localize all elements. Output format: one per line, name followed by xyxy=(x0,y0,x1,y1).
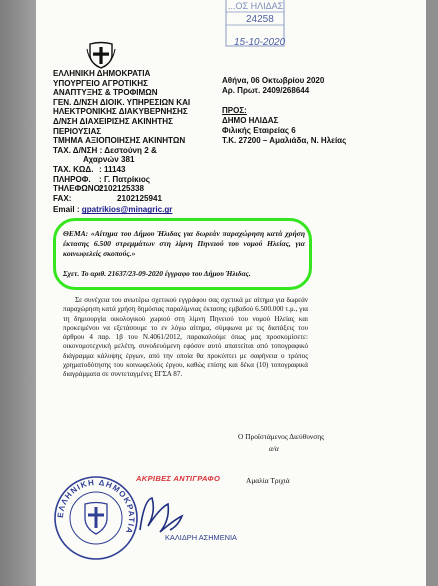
certifier-name: ΚΑΛΙΔΡΗ ΑΣΗΜΕΝΙΑ xyxy=(165,533,237,542)
registry-number: 24258 xyxy=(246,14,274,25)
header-line: Αχαρνών 381 xyxy=(83,155,135,165)
contact-value: 2102125941 xyxy=(117,193,163,203)
greek-emblem-icon xyxy=(86,41,116,69)
scan-edge xyxy=(0,0,36,586)
document-date: Αθήνα, 06 Οκτωβρίου 2020 xyxy=(222,76,325,85)
body-paragraph: Σε συνέχεια του ανωτέρω σχετικού εγγράφου σας σχετικά με αίτημα για δωρεάν παραχώρηση κατά χρήση δημόσιας παραλίμνιας έκτασης εμβαδού 6.500.000 τ.μ., για τη δημιουργία οικολογικού χωριού στη λίμνη Πηνειού του νομού Ηλείας και προκειμένου να εξετάσουμε το εν λόγω αίτημα, σύμφωνα με τις διατάξεις του άρθρου 4 παρ. 1β του Ν.4061/2012, παρακαλούμε όπως μας προσκομίσετε: οικονομοτεχνική μελέτη, συνοδευόμενη εφόσον αυτό απαιτείται από τοπογραφικό διάγραμμα κάλυψης έργων, από την οποία θα προκύπτει με σαφήνεια ο τρόπος χρηματοδότησης του κοινωφελούς έργου, καθώς επίσης και δέκα (10) τοπογραφικά διαγράμματα σε συντεταγμένες ΕΓΣΑ 87. xyxy=(63,296,308,379)
header-line: ΓΕΝ. Δ/ΝΣΗ ΔΙΟΙΚ. ΥΠΗΡΕΣΙΩΝ ΚΑΙ xyxy=(53,97,191,107)
recipient-street: Φιλικής Εταιρείας 6 xyxy=(222,126,296,135)
contact-label: ΤΗΛΕΦΩΝΟ: xyxy=(53,184,103,194)
header-line: ΕΛΛΗΝΙΚΗ ΔΗΜΟΚΡΑΤΙΑ xyxy=(53,69,151,78)
contact-phone xyxy=(53,184,190,194)
subject-text: ΘΕΜΑ: «Αίτημα του Δήμου Ήλιδας για δωρεάν παραχώρηση κατά χρήση έκτασης 6.500 στρεμμάτων στη λίμνη Πηνειού του νομού Ηλείας, για κοινωφελείς σκοπούς.» xyxy=(63,229,305,258)
contact-postcode xyxy=(53,165,190,175)
contact-fax xyxy=(53,194,190,204)
contact-person xyxy=(53,175,190,185)
contact-label: FAX: xyxy=(53,193,72,203)
contact-label: ΤΑΧ. ΚΩΔ. xyxy=(53,164,94,174)
seal-ring-text: ΕΛΛΗΝΙΚΗ ΔΗΜΟΚΡΑΤΙΑ xyxy=(55,477,137,536)
registry-date: 15-10-2020 xyxy=(234,37,286,48)
recipient-city: Τ.Κ. 27200 – Αμαλιάδα, Ν. Ηλείας xyxy=(222,136,347,145)
date-block xyxy=(222,76,324,96)
email-link[interactable]: gpatrikios@minagric.gr xyxy=(81,205,173,215)
header-line: ΗΛΕΚΤΡΟΝΙΚΗΣ ΔΙΑΚΥΒΕΡΝΗΣΗΣ xyxy=(53,107,188,117)
contact-email xyxy=(53,205,190,215)
header-line: ΥΠΟΥΡΓΕΙΟ ΑΓΡΟΤΙΚΗΣ xyxy=(53,78,149,88)
header-line: ΠΕΡΙΟΥΣΙΑΣ xyxy=(53,126,102,136)
recipient-label: ΠΡΟΣ: xyxy=(222,106,247,115)
protocol-number: Αρ. Πρωτ. 2409/268644 xyxy=(222,86,310,95)
certified-copy-stamp: ΑΚΡΙΒΕΣ ΑΝΤΙΓΡΑΦΟ xyxy=(136,474,221,483)
official-seal-icon xyxy=(52,474,140,562)
signatory-aa: α/α xyxy=(269,444,279,453)
header-line: Δ/ΝΣΗ ΔΙΑΧΕΙΡΙΣΗΣ ΑΚΙΝΗΤΗΣ xyxy=(53,116,173,126)
contact-value: : 11143 xyxy=(99,164,126,174)
registry-stamp xyxy=(224,0,286,48)
header-line: ΤΜΗΜΑ ΑΞΙΟΠΟΙΗΣΗΣ ΑΚΙΝΗΤΩΝ xyxy=(53,136,186,146)
sender-header xyxy=(53,69,190,215)
signatory-title: Ο Προϊστάμενος Διεύθυνσης xyxy=(238,432,325,441)
recipient-name: ΔΗΜΟ ΗΛΙΔΑΣ xyxy=(222,116,279,125)
email-label: Email : xyxy=(53,205,80,215)
header-line: ΤΑΧ. Δ/ΝΣΗ : Δεστούνη 2 & xyxy=(53,145,157,155)
contact-value: 2102125338 xyxy=(99,184,145,194)
registry-stamp-title: ...ΟΣ ΗΛΙΔΑΣ xyxy=(228,1,284,11)
signatory-name: Αμαλία Τριχιά xyxy=(246,476,290,485)
contact-label: ΠΛΗΡΟΦ. xyxy=(53,174,91,184)
recipient-block xyxy=(222,106,346,146)
header-line: ΑΝΑΠΤΥΞΗΣ & ΤΡΟΦΙΜΩΝ xyxy=(53,88,158,98)
contact-value: : Γ. Πατρίκιος xyxy=(99,174,151,184)
reference-text: Σχετ. Το αριθ. 21637/23-09-2020 έγγραφο του Δήμου Ήλιδας. xyxy=(63,269,251,278)
